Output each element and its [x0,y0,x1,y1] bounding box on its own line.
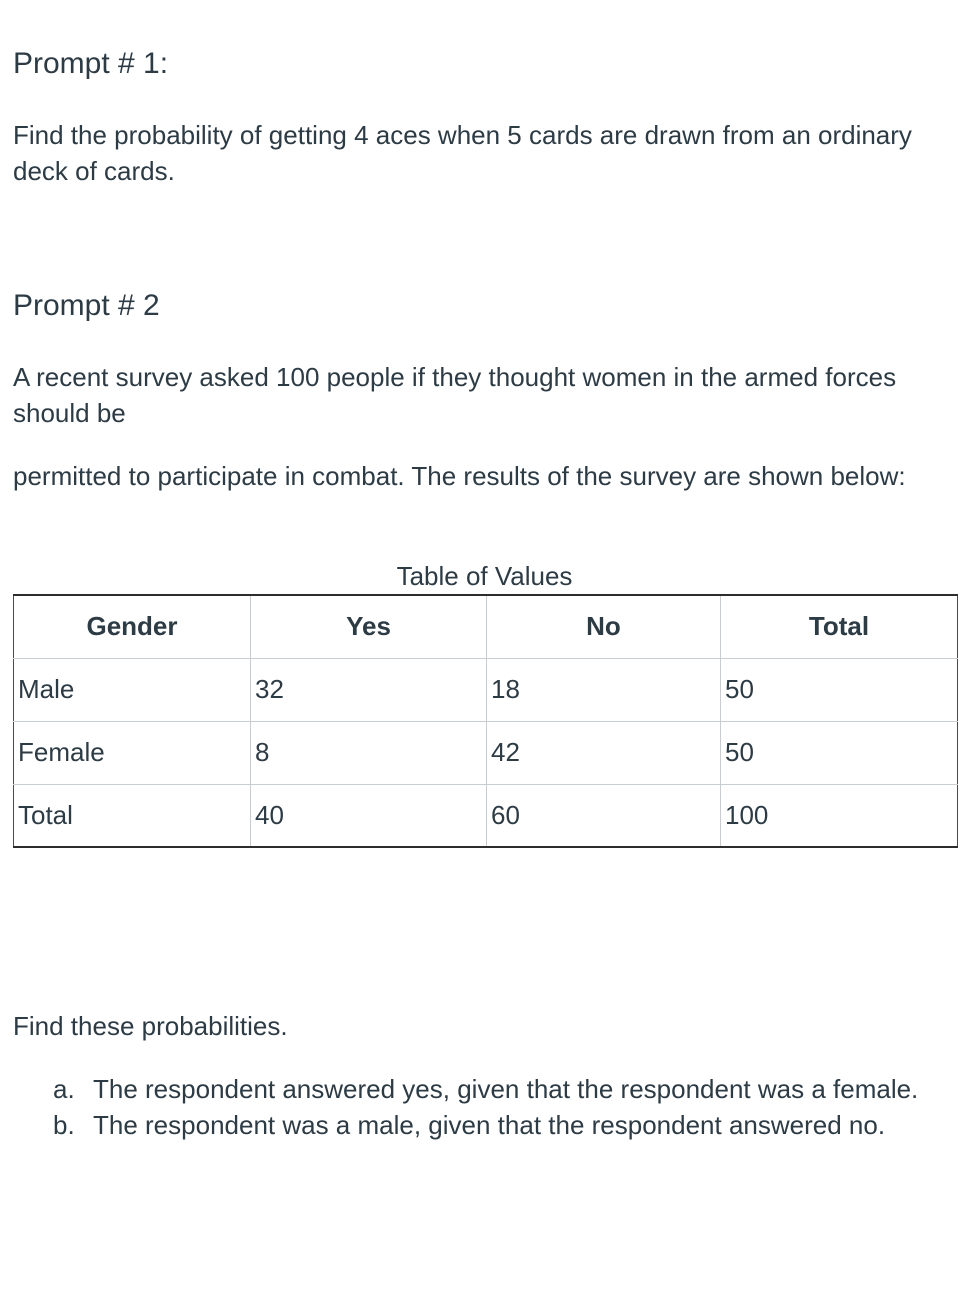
column-header-yes: Yes [251,595,487,658]
survey-table [13,594,958,848]
questions-intro: Find these probabilities. [13,1011,288,1041]
table-cell: 50 [721,658,958,721]
table-row [14,784,958,847]
questions-list [13,1071,953,1143]
table-row [14,721,958,784]
table-cell: Total [14,784,251,847]
table-row [14,658,958,721]
table-cell: Male [14,658,251,721]
table-cell: 42 [487,721,721,784]
table-cell: 8 [251,721,487,784]
table-cell: 32 [251,658,487,721]
table-caption: Table of Values [396,561,573,591]
table-cell: Female [14,721,251,784]
column-header-gender: Gender [14,595,251,658]
prompt-2-text-2: permitted to participate in combat. The results of the survey are shown below: [13,461,906,491]
table-cell: 18 [487,658,721,721]
table-cell: 50 [721,721,958,784]
prompt-2-text-1: A recent survey asked 100 people if they thought women in the armed forces should be [13,362,897,428]
list-marker: a. [53,1074,75,1104]
list-item [53,1107,953,1143]
list-item [53,1071,953,1107]
table-header-row [14,595,958,658]
prompt-2-heading: Prompt # 2 [13,289,160,322]
column-header-total: Total [721,595,958,658]
prompt-1-heading: Prompt # 1: [13,47,169,80]
table-cell: 60 [487,784,721,847]
table-cell: 100 [721,784,958,847]
column-header-no: No [487,595,721,658]
list-marker: b. [53,1110,75,1140]
question-a-text: The respondent answered yes, given that the respondent was a female. [93,1074,919,1104]
question-b-text: The respondent was a male, given that the respondent answered no. [93,1110,886,1140]
table-cell: 40 [251,784,487,847]
prompt-1-text: Find the probability of getting 4 aces when 5 cards are drawn from an ordinary deck of cards. [13,120,912,186]
